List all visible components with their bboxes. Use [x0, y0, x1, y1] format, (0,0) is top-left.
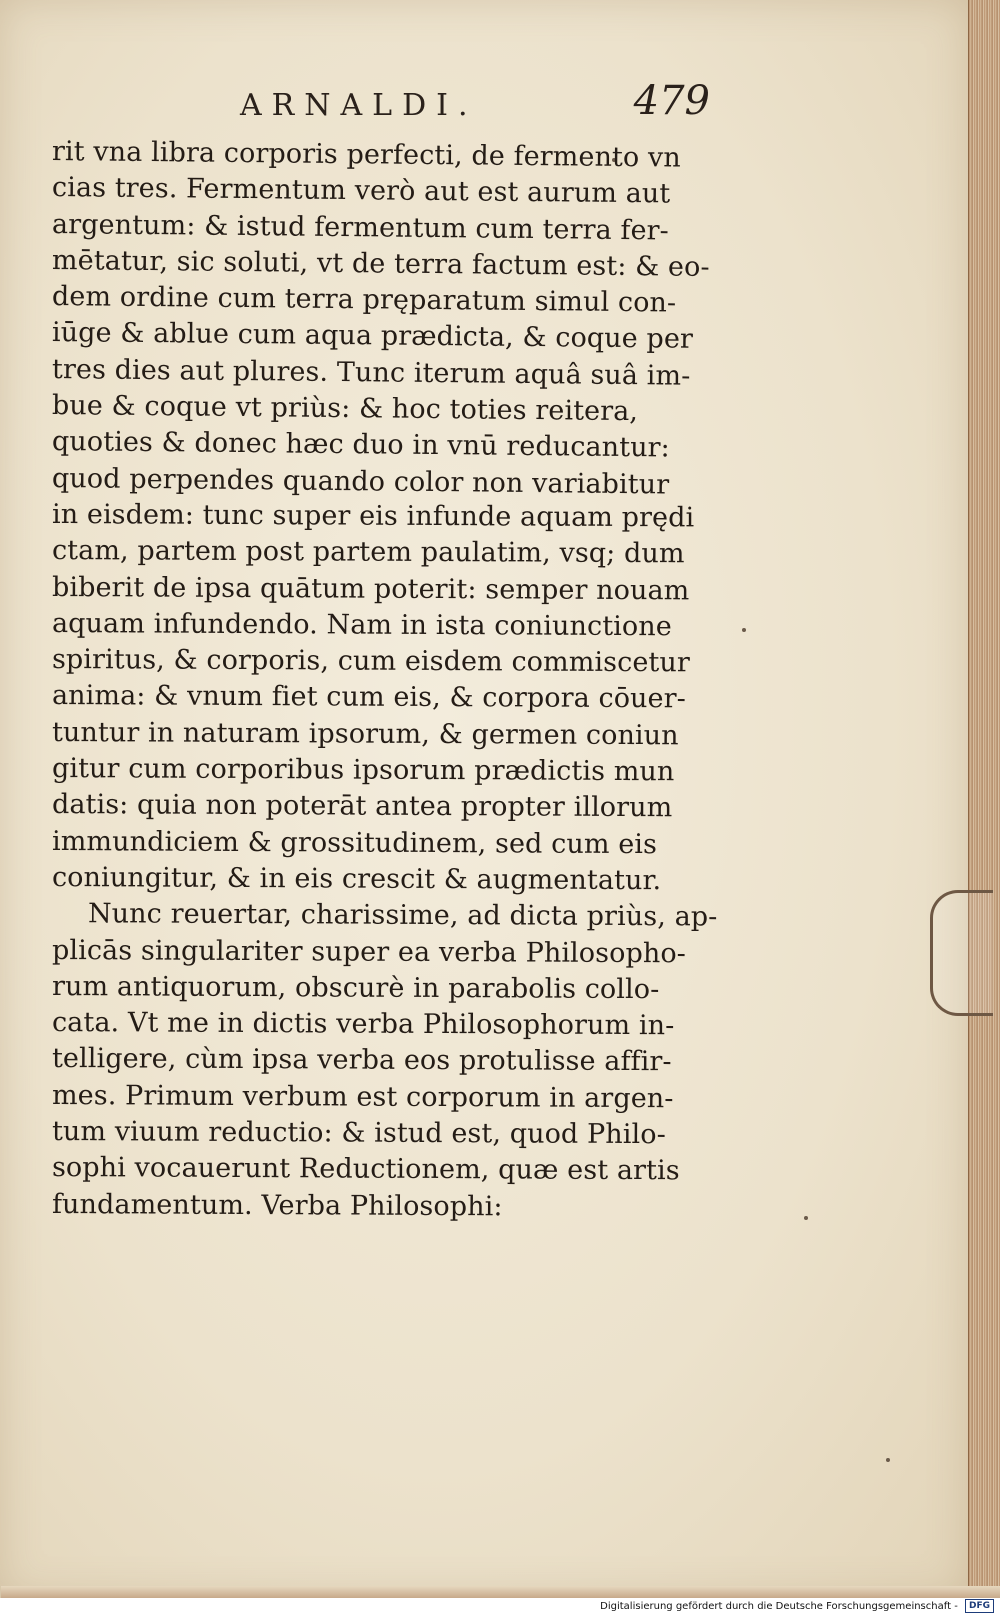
text-line: iūge & ablue cum aqua prædicta, & coque per — [51, 317, 694, 356]
text-line: ctam, partem post partem paulatim, vsq; dum — [51, 535, 685, 570]
text-line: anima: & vnum fiet cum eis, & corpora cōuer- — [51, 680, 686, 715]
text-line: quod perpendes quando color non variabitur — [51, 462, 670, 501]
book-bottom-edge — [1, 1586, 1000, 1598]
text-line: rum antiquorum, obscurè in parabolis collo- — [51, 970, 660, 1006]
text-line: sophi vocauerunt Reductionem, quæ est artis — [51, 1152, 680, 1187]
text-line: rit vna libra corporis perfecti, de fermento vn — [51, 136, 682, 174]
text-line: in eisdem: tunc super eis infunde aquam prędi — [51, 498, 695, 534]
text-line: tuntur in naturam ipsorum, & germen coniun — [51, 716, 679, 752]
dfg-logo-icon: DFG — [965, 1599, 994, 1613]
text-line: plicās singulariter super ea verba Philosopho- — [51, 934, 687, 969]
text-line: tum viuum reductio: & istud est, quod Philo- — [51, 1116, 666, 1151]
text-line: mes. Primum verbum est corporum in argen- — [51, 1079, 674, 1114]
text-line: telligere, cùm ipsa verba eos protulisse affir- — [51, 1043, 672, 1078]
page-header — [240, 78, 710, 138]
text-line: mētatur, sic soluti, vt de terra factum est: & eo- — [51, 244, 710, 283]
page-number: 479 — [633, 78, 710, 124]
text-line: immundiciem & grossitudinem, sed cum eis — [51, 825, 658, 860]
digitization-credit: Digitalisierung gefördert durch die Deutsche Forschungsgemeinschaft - DFG — [0, 1598, 1000, 1615]
text-line: tres dies aut plures. Tunc iterum aquâ suâ im- — [51, 353, 691, 392]
book-clasp-icon — [930, 890, 993, 1016]
page-edges — [968, 0, 1000, 1598]
text-line: biberit de ipsa quātum poterit: semper nouam — [51, 571, 690, 606]
text-line: fundamentum. Verba Philosophi: — [51, 1188, 503, 1222]
text-line: coniungitur, & in eis crescit & augmentatur. — [51, 861, 662, 897]
text-line: quoties & donec hæc duo in vnū reducantur: — [51, 426, 671, 464]
text-line: aquam infundendo. Nam in ista coniunctione — [51, 607, 672, 643]
text-line: bue & coque vt priùs: & hoc toties reitera, — [51, 390, 639, 428]
text-line: cata. Vt me in dictis verba Philosophorum in- — [51, 1007, 675, 1042]
text-line: gitur cum corporibus ipsorum prædictis mun — [51, 753, 675, 788]
text-line: cias tres. Fermentum verò aut est aurum aut — [51, 172, 671, 210]
running-head: ARNALDI. — [240, 88, 478, 123]
credit-text: Digitalisierung gefördert durch die Deutsche Forschungsgemeinschaft — [600, 1601, 951, 1612]
body-text — [52, 134, 720, 1223]
text-line: argentum: & istud fermentum cum terra fer- — [51, 208, 670, 247]
text-line: datis: quia non poterāt antea propter illorum — [51, 789, 673, 824]
paragraph-start-line: Nunc reuertar, charissime, ad dicta priùs, ap- — [87, 898, 718, 933]
text-line: dem ordine cum terra pręparatum simul con- — [51, 281, 677, 319]
text-line: spiritus, & corporis, cum eisdem commiscetur — [51, 644, 690, 679]
